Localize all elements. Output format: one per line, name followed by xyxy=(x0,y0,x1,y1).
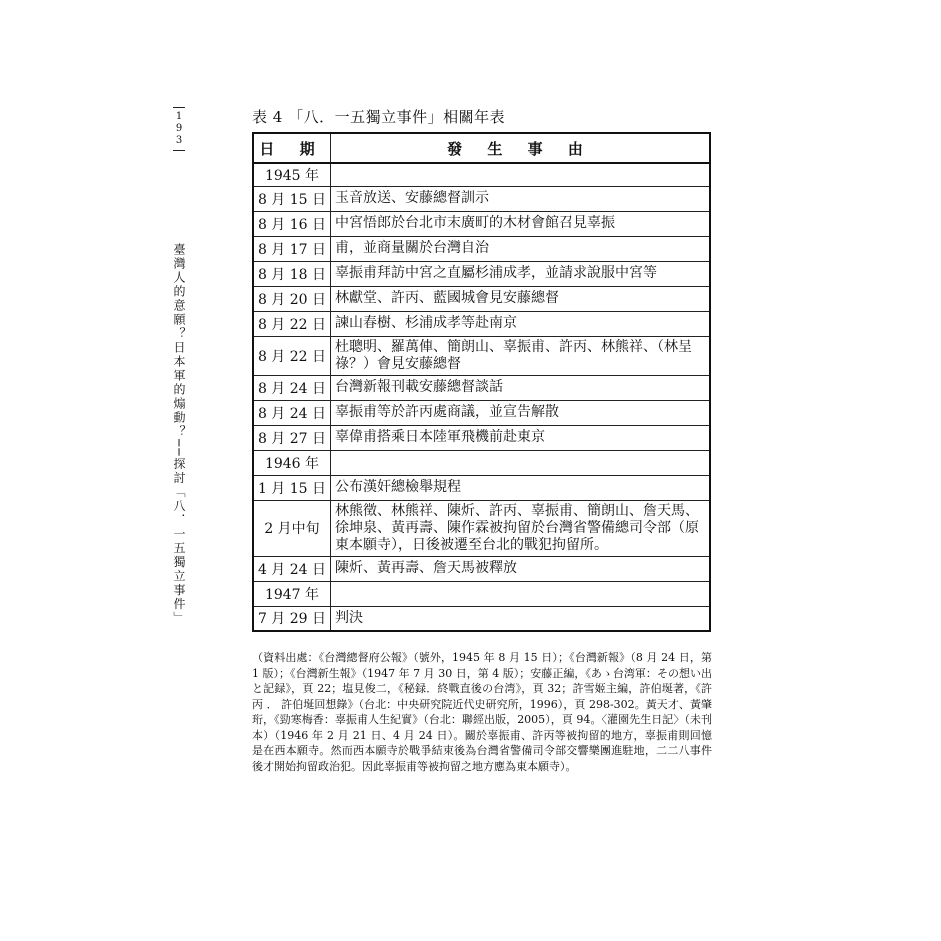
running-title: 臺灣人的意願？日本軍的煽動？──探討「八．一五獨立事件」 xyxy=(172,242,186,626)
chronology-table xyxy=(252,132,711,632)
header-date: 日 期 xyxy=(253,133,331,163)
row-date: 8 月 27 日 xyxy=(253,425,331,450)
row-event: 玉音放送、安藤總督訓示 xyxy=(331,186,711,211)
table-row xyxy=(253,336,710,375)
table-row xyxy=(253,261,710,286)
row-event: 林獻堂、許丙、藍國城會見安藤總督 xyxy=(331,286,711,311)
table-row xyxy=(253,286,710,311)
table-row xyxy=(253,375,710,400)
page-number-digit: 3 xyxy=(175,135,183,146)
table-row xyxy=(253,163,710,186)
row-event: 甫，並商量關於台灣自治 xyxy=(331,236,711,261)
table-row xyxy=(253,475,710,500)
row-date: 8 月 24 日 xyxy=(253,375,331,400)
row-event xyxy=(331,450,711,475)
source-footnote: （資料出處：《台灣總督府公報》（號外，1945 年 8 月 15 日）；《台灣新報》（8 月 24 日，第 1 版）；《台灣新生報》（1947 年 7 月 30 日，第 4 版）；安藤正編，《あゝ台湾軍：その想い出と記録》，頁 22；塩見俊二，《秘録．終戰直後の台湾》，頁 32；許雪姬主編，許伯埏著，《許丙 ． 許伯埏回想錄》（台北：中央研究院近代史研究所，1996），頁 298-302。黃天才、黃肇珩，《勁寒梅香：辜振甫人生紀實》（台北：聯經出版，2005），頁 94。〈灌園先生日記〉（未刊本）（1946 年 2 月 21 日、4 月 24 日）。關於辜振甫、許丙等被拘留的地方，辜振甫則回憶是在西本願寺。然而西本願寺於戰爭結束後為台灣省警備司令部交響樂團進駐地，二二八事件後才開始拘留政治犯。因此辜振甫等被拘留之地方應為東本願寺）。 xyxy=(252,651,712,773)
row-date: 4 月 24 日 xyxy=(253,556,331,581)
row-event: 公布漢奸總檢舉規程 xyxy=(331,475,711,500)
row-date: 1 月 15 日 xyxy=(253,475,331,500)
row-event: 辜偉甫搭乘日本陸軍飛機前赴東京 xyxy=(331,425,711,450)
table-row xyxy=(253,236,710,261)
row-event: 辜振甫等於許丙處商議，並宣告解散 xyxy=(331,400,711,425)
row-event xyxy=(331,581,711,606)
row-date: 8 月 15 日 xyxy=(253,186,331,211)
row-event: 判決 xyxy=(331,606,711,631)
header-event: 發 生 事 由 xyxy=(331,133,711,163)
table-caption: 表 4 「八．一五獨立事件」相關年表 xyxy=(252,108,506,126)
row-event: 辜振甫拜訪中宮之直屬杉浦成孝，並請求說服中宮等 xyxy=(331,261,711,286)
page-number-digit: 1 xyxy=(175,111,183,122)
row-date: 8 月 20 日 xyxy=(253,286,331,311)
page-number-digit: 9 xyxy=(175,123,183,134)
row-event: 杜聰明、羅萬俥、簡朗山、辜振甫、許丙、林熊祥、（林呈祿？）會見安藤總督 xyxy=(331,336,711,375)
row-date: 8 月 17 日 xyxy=(253,236,331,261)
row-date: 2 月中旬 xyxy=(253,500,331,556)
table-row xyxy=(253,606,710,631)
page-number-rule-bottom xyxy=(173,150,185,151)
table-row xyxy=(253,425,710,450)
row-event: 陳炘、黃再壽、詹天馬被釋放 xyxy=(331,556,711,581)
row-date: 8 月 16 日 xyxy=(253,211,331,236)
page-number-rule-top xyxy=(173,107,185,108)
row-date: 7 月 29 日 xyxy=(253,606,331,631)
table-row xyxy=(253,450,710,475)
row-event xyxy=(331,163,711,186)
page-margin xyxy=(168,104,190,679)
table-row xyxy=(253,581,710,606)
row-event: 台灣新報刊載安藤總督談話 xyxy=(331,375,711,400)
row-date: 8 月 22 日 xyxy=(253,311,331,336)
row-date: 8 月 24 日 xyxy=(253,400,331,425)
row-event: 中宮悟郎於台北市末廣町的木材會館召見辜振 xyxy=(331,211,711,236)
table-row xyxy=(253,211,710,236)
row-date: 8 月 18 日 xyxy=(253,261,331,286)
table-header-row xyxy=(253,133,710,163)
row-date: 1946 年 xyxy=(253,450,331,475)
table-row xyxy=(253,400,710,425)
row-event: 林熊徵、林熊祥、陳炘、許丙、辜振甫、簡朗山、詹天馬、徐坤泉、黃再壽、陳作霖被拘留於台灣省警備總司令部（原東本願寺），日後被遷至台北的戰犯拘留所。 xyxy=(331,500,711,556)
table-row xyxy=(253,311,710,336)
table-row xyxy=(253,186,710,211)
table-row xyxy=(253,500,710,556)
row-event: 諫山春樹、杉浦成孝等赴南京 xyxy=(331,311,711,336)
table-row xyxy=(253,556,710,581)
row-date: 8 月 22 日 xyxy=(253,336,331,375)
row-date: 1947 年 xyxy=(253,581,331,606)
row-date: 1945 年 xyxy=(253,163,331,186)
